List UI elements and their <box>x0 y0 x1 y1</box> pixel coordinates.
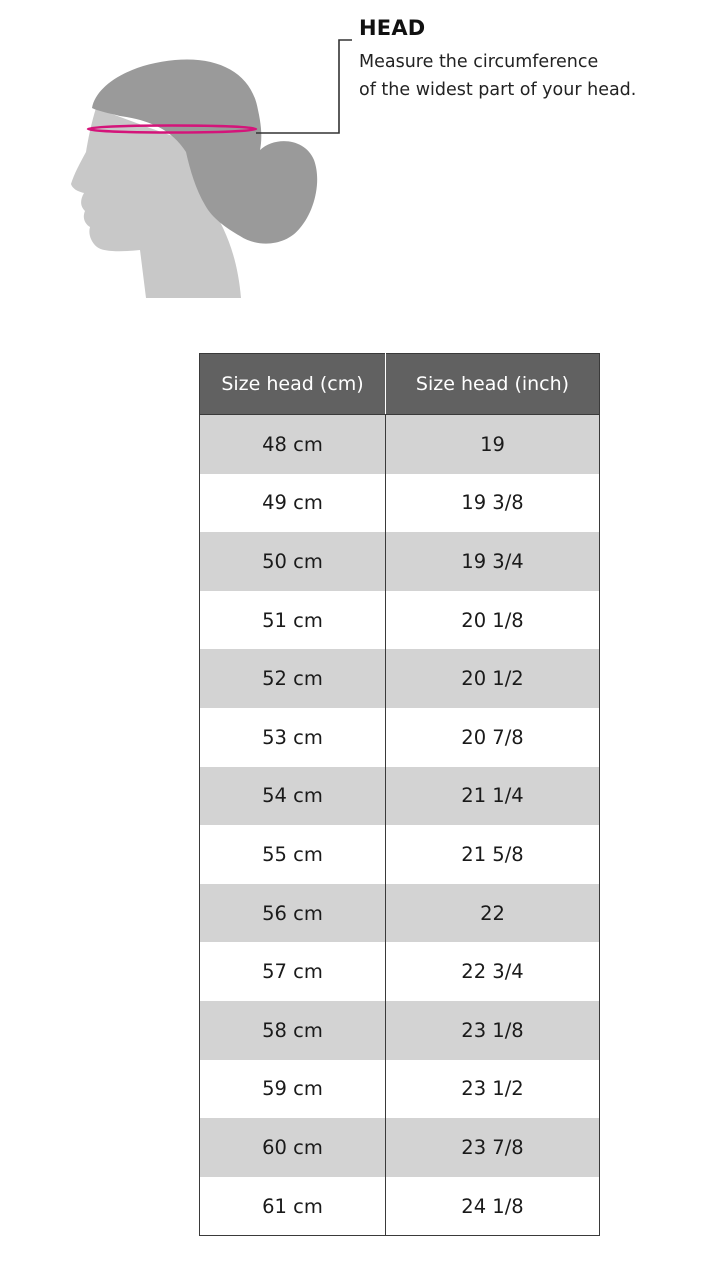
cell-size-cm: 52 cm <box>200 649 386 708</box>
table-row <box>200 1118 600 1177</box>
cell-size-cm: 49 cm <box>200 474 386 533</box>
cell-size-inch: 20 7/8 <box>386 708 600 767</box>
description-line-2: of the widest part of your head. <box>359 80 637 100</box>
table-row <box>200 649 600 708</box>
cell-size-inch: 24 1/8 <box>386 1177 600 1236</box>
table-row <box>200 884 600 943</box>
cell-size-cm: 54 cm <box>200 767 386 826</box>
size-table <box>199 353 600 1236</box>
table-row <box>200 708 600 767</box>
cell-size-inch: 20 1/8 <box>386 591 600 650</box>
cell-size-cm: 50 cm <box>200 532 386 591</box>
cell-size-inch: 19 3/4 <box>386 532 600 591</box>
cell-size-cm: 55 cm <box>200 825 386 884</box>
cell-size-inch: 21 1/4 <box>386 767 600 826</box>
cell-size-cm: 56 cm <box>200 884 386 943</box>
header-size-inch: Size head (inch) <box>386 354 600 415</box>
cell-size-cm: 60 cm <box>200 1118 386 1177</box>
table-row <box>200 474 600 533</box>
cell-size-inch: 22 <box>386 884 600 943</box>
table-row <box>200 942 600 1001</box>
table-row <box>200 1001 600 1060</box>
cell-size-cm: 58 cm <box>200 1001 386 1060</box>
cell-size-cm: 61 cm <box>200 1177 386 1236</box>
cell-size-cm: 59 cm <box>200 1060 386 1119</box>
cell-size-inch: 22 3/4 <box>386 942 600 1001</box>
table-row <box>200 825 600 884</box>
cell-size-cm: 51 cm <box>200 591 386 650</box>
cell-size-inch: 19 <box>386 415 600 474</box>
cell-size-inch: 23 1/8 <box>386 1001 600 1060</box>
cell-size-inch: 23 7/8 <box>386 1118 600 1177</box>
cell-size-cm: 57 cm <box>200 942 386 1001</box>
cell-size-cm: 48 cm <box>200 415 386 474</box>
table-row <box>200 415 600 474</box>
table-row <box>200 532 600 591</box>
leader-line <box>256 40 352 133</box>
cell-size-inch: 23 1/2 <box>386 1060 600 1119</box>
description-line-1: Measure the circumference <box>359 52 599 72</box>
table-row <box>200 591 600 650</box>
table-header-row <box>200 354 600 415</box>
cell-size-cm: 53 cm <box>200 708 386 767</box>
measurement-title: HEAD <box>359 16 426 40</box>
cell-size-inch: 21 5/8 <box>386 825 600 884</box>
cell-size-inch: 19 3/8 <box>386 474 600 533</box>
table-row <box>200 1177 600 1236</box>
measurement-description <box>359 48 709 104</box>
cell-size-inch: 20 1/2 <box>386 649 600 708</box>
table-row <box>200 767 600 826</box>
head-measurement-illustration <box>0 0 723 310</box>
header-size-cm: Size head (cm) <box>200 354 386 415</box>
table-row <box>200 1060 600 1119</box>
